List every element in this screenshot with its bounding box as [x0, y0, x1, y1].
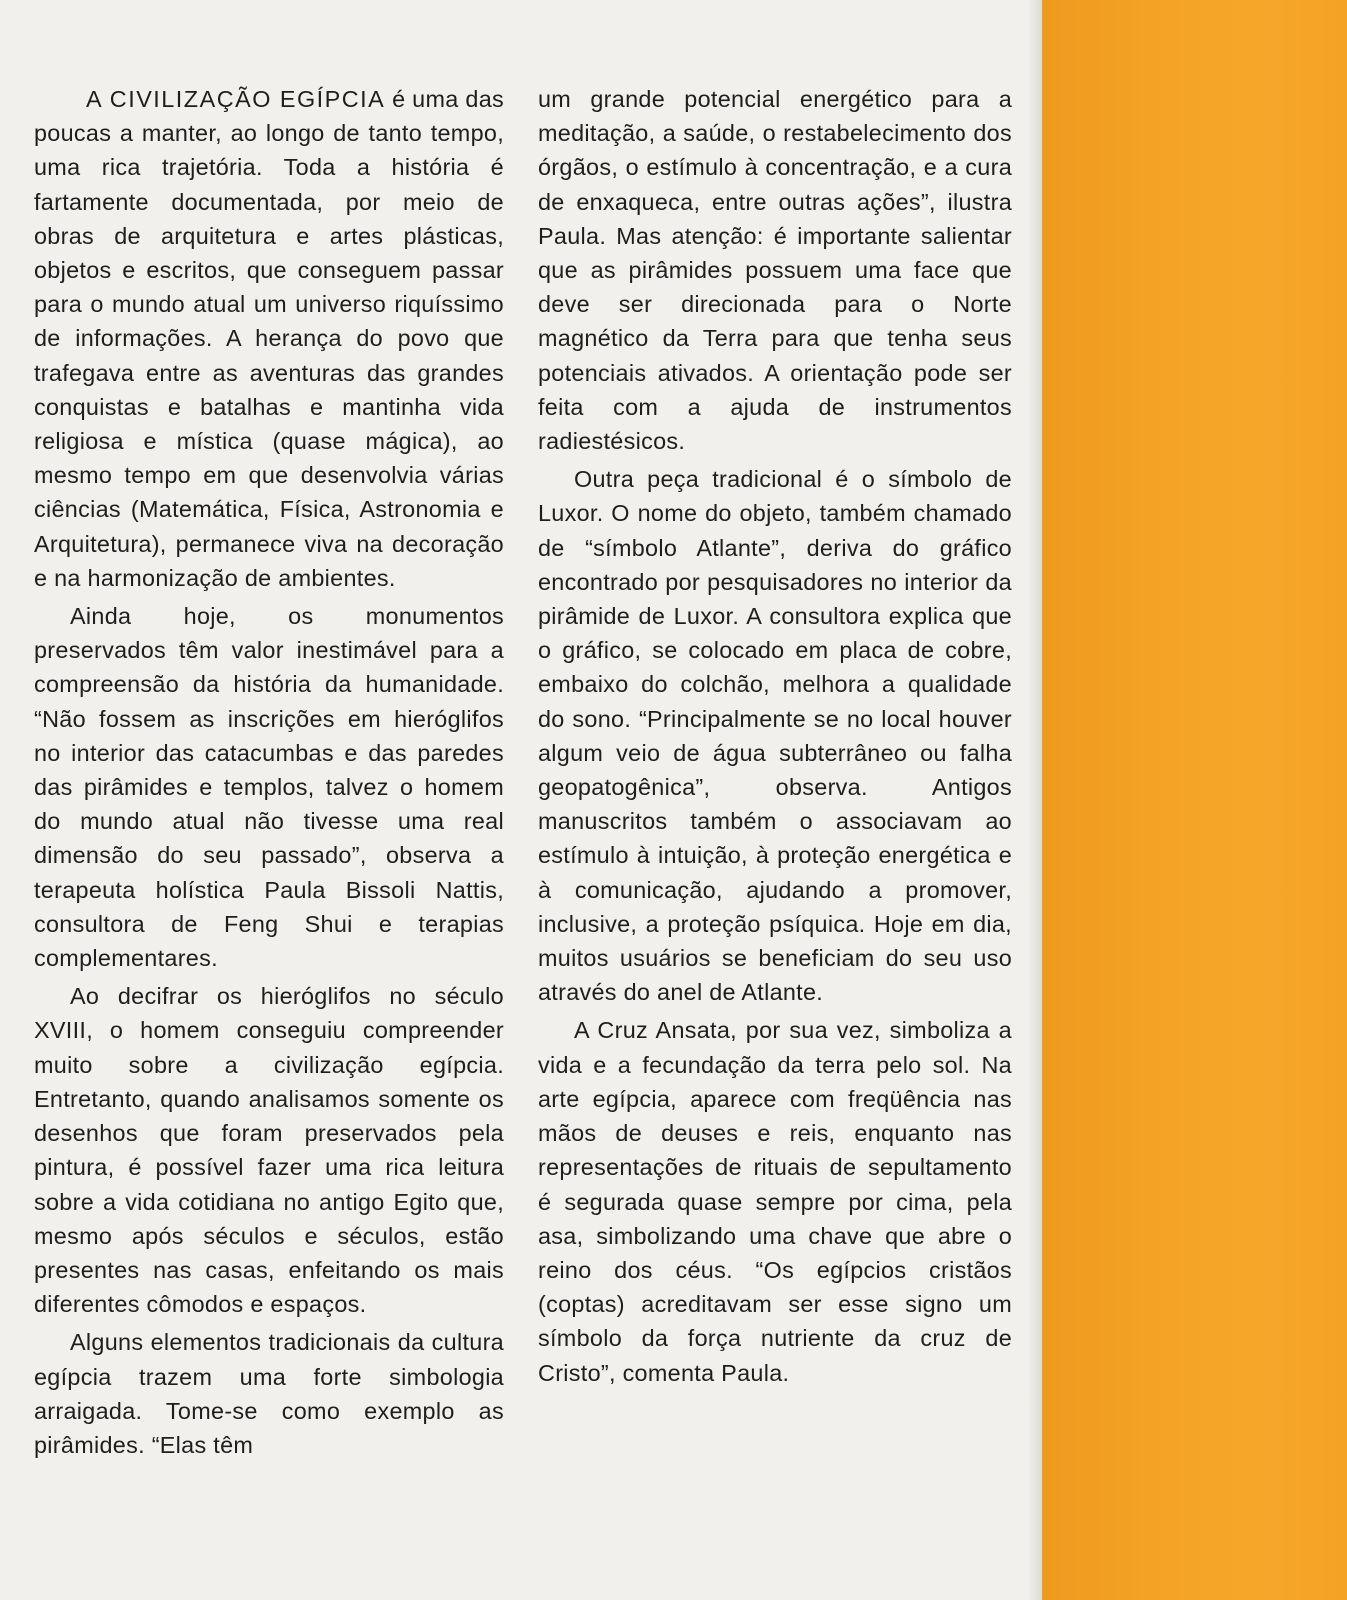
left-text-column [34, 82, 504, 1466]
orange-side-band [1042, 0, 1347, 1600]
article-lead-caps: A CIVILIZAÇÃO EGÍPCIA [86, 86, 386, 112]
article-paragraph-6: Outra peça tradicional é o símbolo de Luxor. O nome do objeto, também chamado de “símbolo Atlante”, deriva do gráfico encontrado por pesquisadores no interior da pirâmide de Luxor. A consultora explica que o gráfico, se colocado em placa de cobre, embaixo do colchão, melhora a qualidade do sono. “Principalmente se no local houver algum veio de água subterrâneo ou falha geopatogênica”, observa. Antigos manuscritos também o associavam ao estímulo à intuição, à proteção energética e à comunicação, ajudando a promover, inclusive, a proteção psíquica. Hoje em dia, muitos usuários se beneficiam do seu uso através do anel de Atlante. [538, 466, 1012, 1006]
article-paragraph-7: A Cruz Ansata, por sua vez, simboliza a vida e a fecundação da terra pelo sol. Na arte egípcia, aparece com freqüência nas mãos de deuses e reis, enquanto nas representações de rituais de sepultamento é segurada quase sempre por cima, pela asa, simbolizando uma chave que abre o reino dos céus. “Os egípcios cristãos (coptas) acreditavam ser esse signo um símbolo da força nutriente da cruz de Cristo”, comenta Paula. [538, 1017, 1012, 1386]
article-paragraph-4: Alguns elementos tradicionais da cultura egípcia trazem uma forte simbologia arraigada. Tome-se como exemplo as pirâmides. “Elas têm [34, 1329, 504, 1458]
article-paragraph-1 [34, 82, 504, 595]
article-paragraph-2: Ainda hoje, os monumentos preservados têm valor inestimável para a compreensão da história da humanidade. “Não fossem as inscrições em hieróglifos no interior das catacumbas e das paredes das pirâmides e templos, talvez o homem do mundo atual não tivesse uma real dimensão do seu passado”, observa a terapeuta holística Paula Bissoli Nattis, consultora de Feng Shui e terapias complementares. [34, 603, 504, 972]
article-paragraph-5: um grande potencial energético para a meditação, a saúde, o restabelecimento dos órgãos, o estímulo à concentração, e a cura de enxaqueca, entre outras ações”, ilustra Paula. Mas atenção: é importante salientar que as pirâmides possuem uma face que deve ser direcionada para o Norte magnético da Terra para que tenha seus potenciais ativados. A orientação pode ser feita com a ajuda de instrumentos radiestésicos. [538, 86, 1012, 455]
right-text-column [538, 82, 1012, 1394]
article-paragraph-1-text: é uma das poucas a manter, ao longo de tanto tempo, uma rica trajetória. Toda a história é fartamente documentada, por meio de obras de arquitetura e artes plásticas, objetos e escritos, que conseguem passar para o mundo atual um universo riquíssimo de informações. A herança do povo que trafegava entre as aventuras das grandes conquistas e batalhas e mantinha vida religiosa e mística (quase mágica), ao mesmo tempo em que desenvolvia várias ciências (Matemática, Física, Astronomia e Arquitetura), permanece viva na decoração e na harmonização de ambientes. [34, 86, 505, 591]
page-fold-shadow [1028, 0, 1042, 1600]
article-paragraph-3: Ao decifrar os hieróglifos no século XVIII, o homem conseguiu compreender muito sobre a civilização egípcia. Entretanto, quando analisamos somente os desenhos que foram preservados pela pintura, é possível fazer uma rica leitura sobre a vida cotidiana no antigo Egito que, mesmo após séculos e séculos, estão presentes nas casas, enfeitando os mais diferentes cômodos e espaços. [34, 983, 504, 1318]
